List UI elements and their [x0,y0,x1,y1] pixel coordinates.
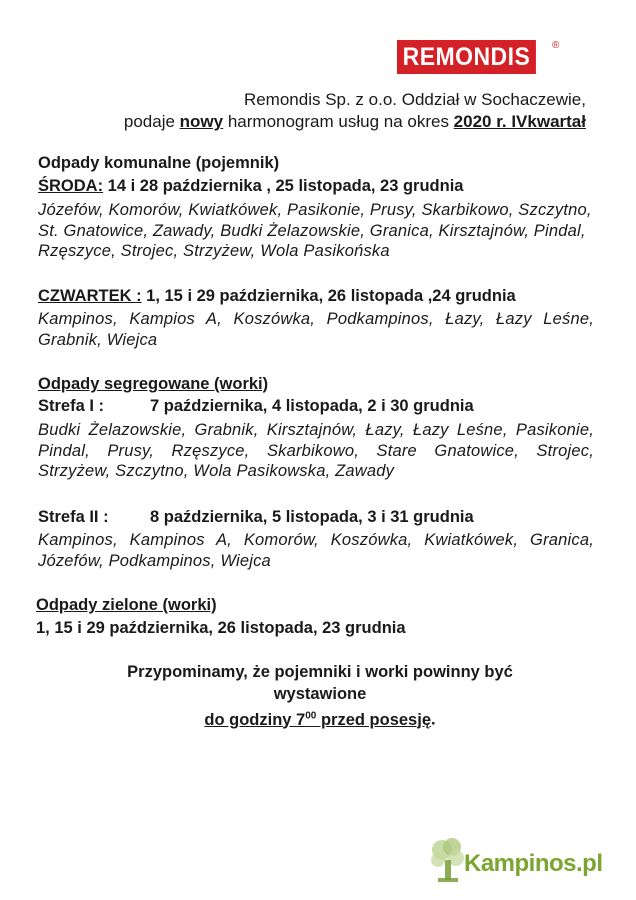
strefa-1-label: Strefa I : [38,397,105,415]
closing-line-1: Przypominamy, że pojemniki i worki powinny być [127,663,513,681]
strefa-1-places: Budki Żelazowskie, Grabnik, Kirsztajnów, Łazy, Łazy Leśne, Pasikonie, Pindal, Prusy, Rzęszyce, Skarbikowo, Stare Gnatowice, Strojec, Strzyżew, Szczytno, Wola Pasikowska, Zawady [38,421,594,481]
closing-time [204,711,431,729]
czwartek-places: Kampinos, Kampios A, Koszówka, Podkampinos, Łazy, Łazy Leśne, Grabnik, Wiejca [38,310,594,349]
section-title-segregowane: Odpady segregowane (worki) [38,375,269,393]
zielone-dates: 1, 15 i 29 października, 26 listopada, 23 grudnia [36,619,406,637]
tree-icon [428,836,468,888]
closing-time-sup: 00 [305,710,317,721]
czwartek-schedule [38,287,516,306]
sroda-label: ŚRODA: [38,177,104,195]
section-title-komunalne: Odpady komunalne (pojemnik) [38,154,280,172]
closing-time-text: do godziny 7 [204,710,306,729]
header-text: harmonogram usług na okres [223,112,454,131]
header-period: 2020 r. IVkwartał [453,112,586,131]
strefa-1-dates: 7 października, 4 listopada, 2 i 30 grudnia [150,397,474,415]
strefa-1-schedule [38,397,474,416]
kampinos-watermark [428,836,618,888]
sroda-dates: 14 i 28 października , 25 listopada, 23 grudnia [103,177,464,195]
strefa-2-dates: 8 października, 5 listopada, 3 i 31 grudnia [150,508,474,526]
closing-posesje: przed posesję [316,710,431,729]
header-nowy: nowy [179,112,224,131]
section-title-zielone: Odpady zielone (worki) [36,596,217,614]
strefa-2-label: Strefa II : [38,508,109,526]
remondis-logo: REMONDIS [397,40,536,74]
czwartek-dates: 1, 15 i 29 października, 26 listopada ,24 grudnia [141,287,516,305]
header-text: podaje [123,112,180,131]
sroda-places: Józefów, Komorów, Kwiatkówek, Pasikonie, Prusy, Skarbikowo, Szczytno, St. Gnatowice, Zawady, Budki Żelazowskie, Granica, Kirsztajnów, Pindal, Rzęszyce, Strojec, Strzyżew, Wola Pasikońska [38,201,592,261]
strefa-2-places: Kampinos, Kampinos A, Komorów, Koszówka, Kwiatkówek, Granica, Józefów, Podkampinos, Wiejca [38,531,594,570]
strefa-2-schedule [38,508,474,527]
czwartek-label: CZWARTEK : [38,287,142,305]
closing-line-2: wystawione [273,685,367,703]
closing-line-3 [60,706,580,730]
header-line-1: Remondis Sp. z o.o. Oddział w Sochaczewie, [243,90,586,109]
header-line-2 [124,112,586,132]
closing-period: . [431,710,436,729]
sroda-schedule [38,177,463,196]
registered-mark: ® [552,40,560,51]
kampinos-text: Kampinos.pl [464,850,603,877]
